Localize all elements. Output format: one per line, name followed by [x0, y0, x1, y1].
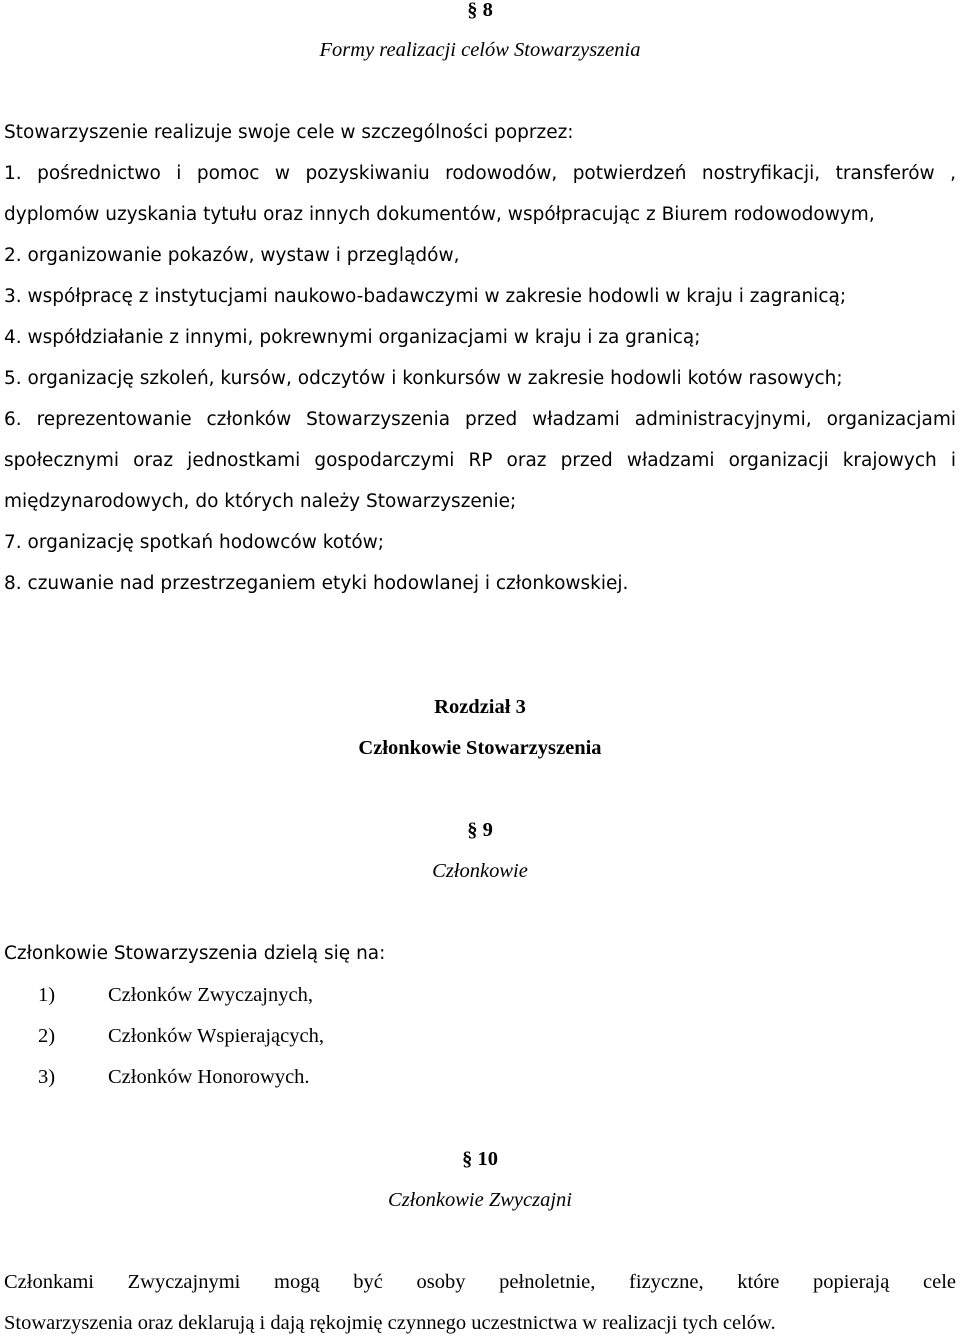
- section-10-paragraph-line-1: Członkami Zwyczajnymi mogą być osoby pełnoletnie, fizyczne, które popierają cele: [4, 1271, 956, 1293]
- list-item-text: Członków Honorowych.: [108, 1066, 310, 1088]
- list-item-6-line-2: społecznymi oraz jednostkami gospodarczymi RP oraz przed władzami organizacji krajowych i: [4, 450, 956, 471]
- list-item-text: Członków Wspierających,: [108, 1025, 324, 1047]
- list-item-text: Członków Zwyczajnych,: [108, 984, 313, 1006]
- list-item-5: 5. organizację szkoleń, kursów, odczytów i konkursów w zakresie hodowli kotów rasowych;: [4, 368, 843, 389]
- list-item-1-line-2: dyplomów uzyskania tytułu oraz innych dokumentów, współpracując z Biurem rodowodowym,: [4, 204, 875, 225]
- section-9-intro: Członkowie Stowarzyszenia dzielą się na:: [4, 943, 386, 964]
- list-item-3: 3. współpracę z instytucjami naukowo-badawczymi w zakresie hodowli w kraju i zagranicą;: [4, 286, 847, 307]
- section-10-heading: § 10: [462, 1148, 498, 1170]
- section-8-title: Formy realizacji celów Stowarzyszenia: [319, 39, 641, 61]
- section-10-paragraph-line-2: Stowarzyszenia oraz deklarują i dają rękojmię czynnego uczestnictwa w realizacji tych celów.: [4, 1312, 776, 1334]
- list-item-number: 2): [38, 1025, 56, 1047]
- list-item-8: 8. czuwanie nad przestrzeganiem etyki hodowlanej i członkowskiej.: [4, 573, 629, 594]
- list-item-7: 7. organizację spotkań hodowców kotów;: [4, 532, 385, 553]
- list-item-6-line-1: 6. reprezentowanie członków Stowarzyszenia przed władzami administracyjnymi, organizacjami: [4, 409, 956, 430]
- list-item: [38, 983, 313, 1007]
- list-item: [38, 1024, 324, 1048]
- chapter-3-heading: Rozdział 3: [434, 696, 526, 718]
- section-8-heading: § 8: [467, 0, 493, 21]
- section-10-title: Członkowie Zwyczajni: [388, 1189, 572, 1211]
- section-9-title: Członkowie: [432, 860, 528, 882]
- list-item-4: 4. współdziałanie z innymi, pokrewnymi organizacjami w kraju i za granicą;: [4, 327, 701, 348]
- list-item-2: 2. organizowanie pokazów, wystaw i przeglądów,: [4, 245, 460, 266]
- section-9-heading: § 9: [467, 819, 493, 841]
- section-8-intro: Stowarzyszenie realizuje swoje cele w szczególności poprzez:: [4, 122, 574, 143]
- list-item-1-line-1: 1. pośrednictwo i pomoc w pozyskiwaniu rodowodów, potwierdzeń nostryfikacji, transferów ,: [4, 163, 956, 184]
- list-item-6-line-3: międzynarodowych, do których należy Stowarzyszenie;: [4, 491, 517, 512]
- list-item-number: 3): [38, 1066, 56, 1088]
- list-item: [38, 1065, 310, 1089]
- list-item-number: 1): [38, 984, 56, 1006]
- chapter-3-title: Członkowie Stowarzyszenia: [358, 737, 602, 759]
